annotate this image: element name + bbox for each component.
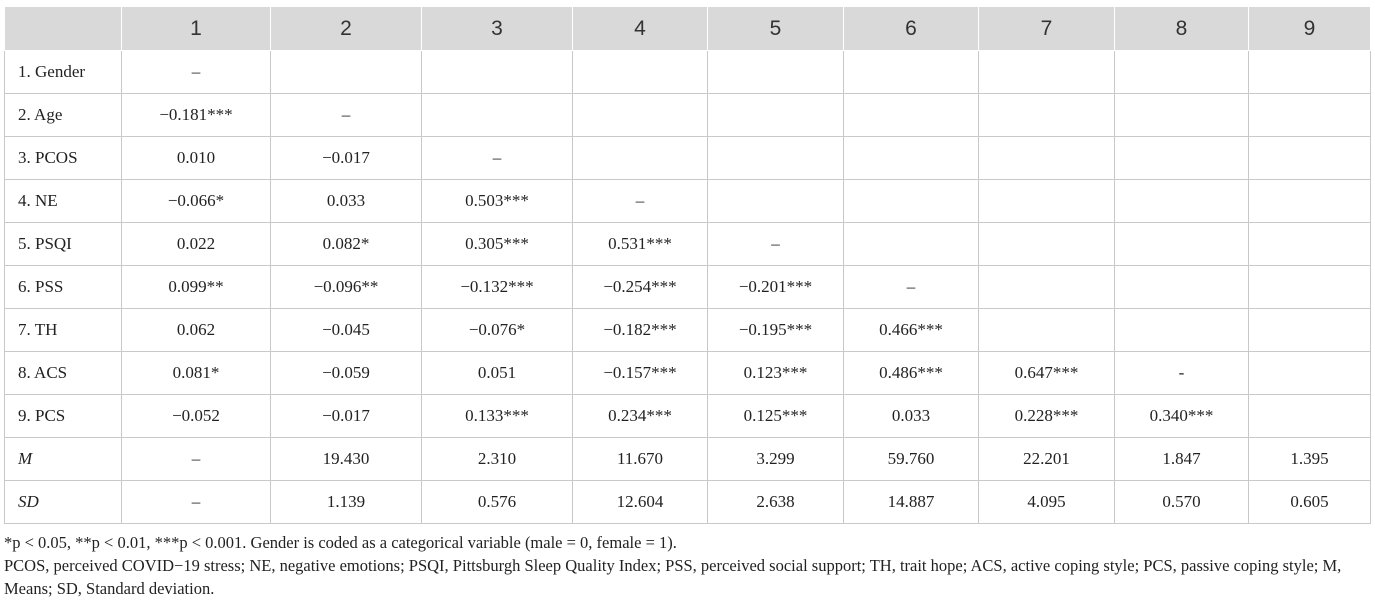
table-cell: −0.195*** (708, 309, 844, 352)
table-cell: 11.670 (573, 438, 708, 481)
table-cell (1115, 180, 1249, 223)
column-header: 2 (271, 7, 422, 51)
column-header: 1 (122, 7, 271, 51)
column-header: 6 (844, 7, 979, 51)
table-cell: −0.066* (122, 180, 271, 223)
table-cell: 0.033 (271, 180, 422, 223)
table-body (5, 51, 1371, 524)
table-cell (422, 51, 573, 94)
row-label: 9. PCS (5, 395, 122, 438)
table-cell: 14.887 (844, 481, 979, 524)
table-cell: - (1115, 352, 1249, 395)
table-row (5, 137, 1371, 180)
row-label: 2. Age (5, 94, 122, 137)
table-cell: −0.182*** (573, 309, 708, 352)
table-cell: 0.051 (422, 352, 573, 395)
table-cell (844, 137, 979, 180)
table-cell (708, 137, 844, 180)
table-cell: 0.125*** (708, 395, 844, 438)
table-row (5, 481, 1371, 524)
table-cell: 0.033 (844, 395, 979, 438)
header-corner (5, 7, 122, 51)
table-row (5, 352, 1371, 395)
table-row (5, 180, 1371, 223)
table-cell: – (122, 438, 271, 481)
table-cell (979, 223, 1115, 266)
table-cell: – (122, 51, 271, 94)
table-cell: 0.605 (1249, 481, 1371, 524)
table-cell: – (573, 180, 708, 223)
row-label: SD (5, 481, 122, 524)
footnote-abbreviations: PCOS, perceived COVID−19 stress; NE, negative emotions; PSQI, Pittsburgh Sleep Quality Index; PSS, perceived social support; TH, trait hope; ACS, active coping style; PCS, passive coping style; M, Means; SD, Standard deviation. (4, 556, 1342, 598)
row-label: 5. PSQI (5, 223, 122, 266)
table-cell: 0.022 (122, 223, 271, 266)
table-cell (979, 180, 1115, 223)
table-row (5, 266, 1371, 309)
table-row (5, 395, 1371, 438)
table-cell (1249, 352, 1371, 395)
table-cell: 0.062 (122, 309, 271, 352)
header-row (5, 7, 1371, 51)
table-row (5, 94, 1371, 137)
table-cell (1249, 137, 1371, 180)
table-cell: 0.234*** (573, 395, 708, 438)
table-cell (1249, 395, 1371, 438)
table-cell (1115, 266, 1249, 309)
row-label: 3. PCOS (5, 137, 122, 180)
table-cell: 0.466*** (844, 309, 979, 352)
table-cell: −0.017 (271, 137, 422, 180)
table-cell (1115, 309, 1249, 352)
table-cell: 0.099** (122, 266, 271, 309)
table-cell: 0.228*** (979, 395, 1115, 438)
column-header: 5 (708, 7, 844, 51)
row-label: 8. ACS (5, 352, 122, 395)
table-cell: 1.139 (271, 481, 422, 524)
table-cell: 0.305*** (422, 223, 573, 266)
table-cell (1249, 94, 1371, 137)
footnote-significance: *p < 0.05, **p < 0.01, ***p < 0.001. Gender is coded as a categorical variable (male = 0, female = 1). (4, 533, 677, 552)
table-cell: −0.059 (271, 352, 422, 395)
table-cell (573, 94, 708, 137)
table-cell: – (422, 137, 573, 180)
table-cell: −0.181*** (122, 94, 271, 137)
table-row (5, 223, 1371, 266)
table-cell (1249, 51, 1371, 94)
row-label: 1. Gender (5, 51, 122, 94)
column-header: 3 (422, 7, 573, 51)
table-cell (1115, 51, 1249, 94)
table-cell: 0.081* (122, 352, 271, 395)
table-cell (422, 94, 573, 137)
table-cell (979, 309, 1115, 352)
column-header: 9 (1249, 7, 1371, 51)
table-cell (844, 180, 979, 223)
table-cell: −0.076* (422, 309, 573, 352)
table-header (5, 7, 1371, 51)
table-cell: 0.123*** (708, 352, 844, 395)
table-cell (708, 180, 844, 223)
row-label: 6. PSS (5, 266, 122, 309)
table-cell (844, 223, 979, 266)
table-cell: 0.486*** (844, 352, 979, 395)
table-cell: −0.045 (271, 309, 422, 352)
table-row (5, 309, 1371, 352)
table-cell (271, 51, 422, 94)
table-cell (708, 51, 844, 94)
table-cell: 0.647*** (979, 352, 1115, 395)
table-cell (979, 94, 1115, 137)
table-cell: 22.201 (979, 438, 1115, 481)
table-cell: 12.604 (573, 481, 708, 524)
table-row (5, 51, 1371, 94)
column-header: 4 (573, 7, 708, 51)
table-cell (1115, 94, 1249, 137)
table-footnotes (4, 531, 1370, 600)
table-cell (844, 51, 979, 94)
table-cell: 1.847 (1115, 438, 1249, 481)
table-cell: 2.310 (422, 438, 573, 481)
table-cell: −0.132*** (422, 266, 573, 309)
table-cell (1249, 223, 1371, 266)
table-cell: 59.760 (844, 438, 979, 481)
table-cell: 2.638 (708, 481, 844, 524)
table-row (5, 438, 1371, 481)
table-cell: −0.157*** (573, 352, 708, 395)
table-cell: 0.010 (122, 137, 271, 180)
table-cell: −0.017 (271, 395, 422, 438)
table-cell (1115, 137, 1249, 180)
table-cell (979, 51, 1115, 94)
table-cell: 4.095 (979, 481, 1115, 524)
row-label: M (5, 438, 122, 481)
table-cell: −0.254*** (573, 266, 708, 309)
table-cell: 0.082* (271, 223, 422, 266)
table-cell (1249, 266, 1371, 309)
table-cell: – (708, 223, 844, 266)
table-cell: −0.096** (271, 266, 422, 309)
table-cell: 0.576 (422, 481, 573, 524)
correlation-table (4, 6, 1371, 524)
table-cell (844, 94, 979, 137)
table-cell: 3.299 (708, 438, 844, 481)
table-cell (573, 137, 708, 180)
table-cell: – (844, 266, 979, 309)
table-cell: 19.430 (271, 438, 422, 481)
column-header: 7 (979, 7, 1115, 51)
row-label: 4. NE (5, 180, 122, 223)
table-cell: 0.133*** (422, 395, 573, 438)
table-cell: 0.503*** (422, 180, 573, 223)
table-cell: −0.201*** (708, 266, 844, 309)
table-cell: 0.570 (1115, 481, 1249, 524)
table-cell (573, 51, 708, 94)
table-cell (1249, 180, 1371, 223)
table-cell: – (122, 481, 271, 524)
table-cell: – (271, 94, 422, 137)
table-cell (979, 137, 1115, 180)
table-cell (708, 94, 844, 137)
table-cell: 0.340*** (1115, 395, 1249, 438)
table-cell (1115, 223, 1249, 266)
row-label: 7. TH (5, 309, 122, 352)
column-header: 8 (1115, 7, 1249, 51)
table-cell: −0.052 (122, 395, 271, 438)
table-cell (979, 266, 1115, 309)
table-cell: 0.531*** (573, 223, 708, 266)
table-cell: 1.395 (1249, 438, 1371, 481)
table-cell (1249, 309, 1371, 352)
